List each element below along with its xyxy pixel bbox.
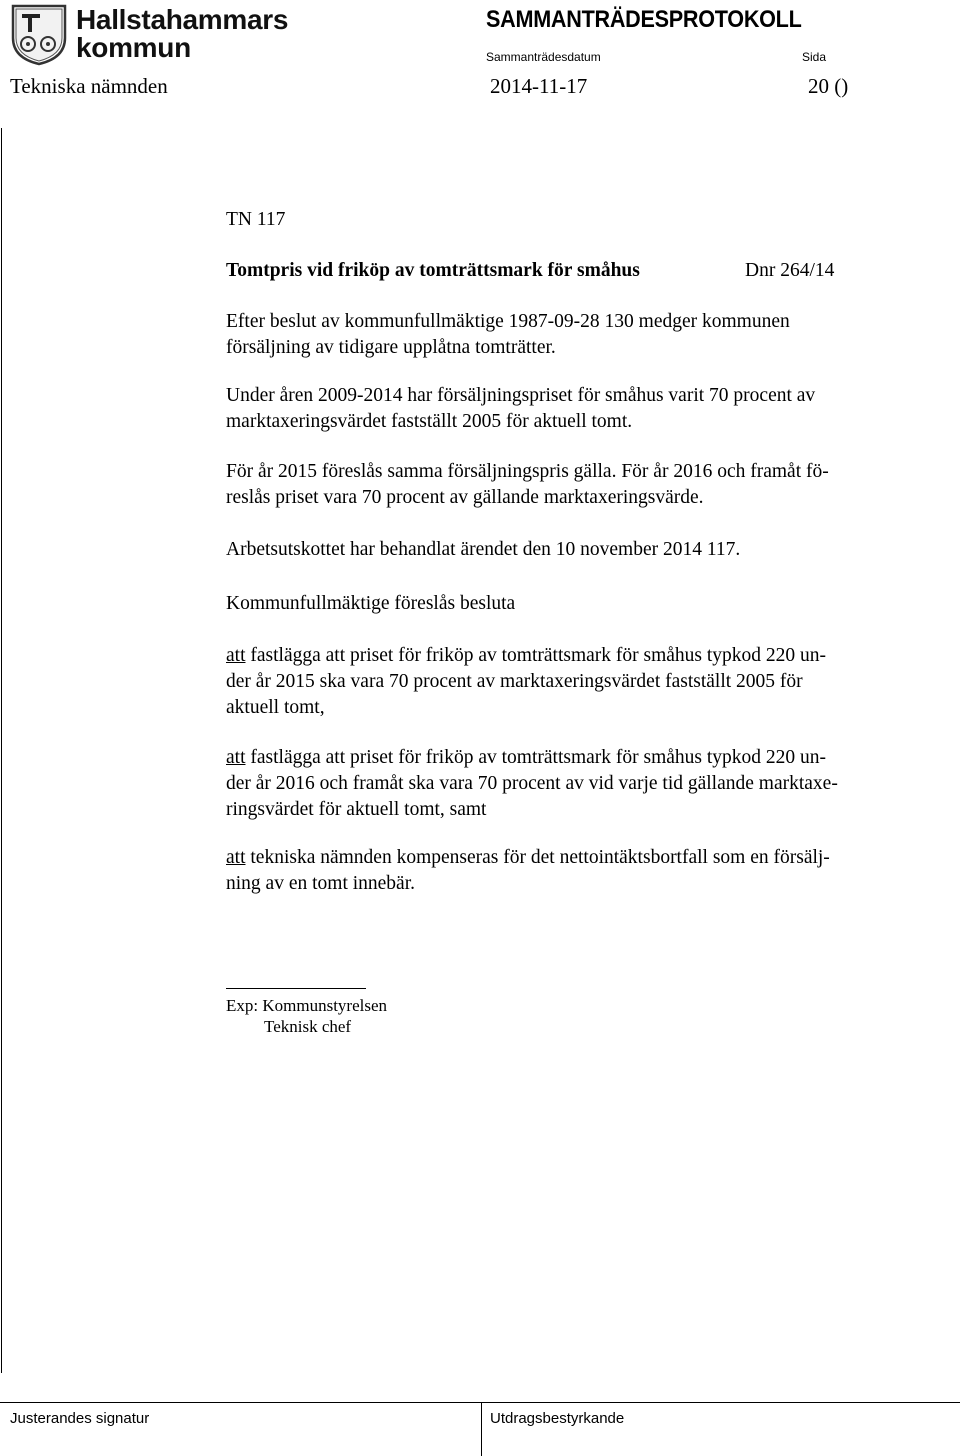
committee-name: Tekniska nämnden (10, 74, 168, 98)
decision-3-line-1 (226, 845, 830, 871)
expedition-rule (226, 988, 366, 989)
att-keyword: att (226, 747, 246, 768)
decision-1-line-1 (226, 643, 826, 669)
footer-divider (481, 1402, 482, 1456)
decision-1-text: fastlägga att priset för friköp av tomträttsmark för småhus typkod 220 un- (245, 645, 827, 666)
coat-of-arms-icon (10, 4, 68, 66)
decision-1-line-2: der år 2015 ska vara 70 procent av marktaxeringsvärdet fastställt 2005 för (226, 671, 803, 692)
att-keyword: att (226, 645, 246, 666)
proposal-heading: Kommunfullmäktige föreslås besluta (226, 593, 516, 614)
date-label: Sammanträdesdatum (486, 50, 601, 64)
logo-text-line1: Hallstahammars (76, 4, 289, 35)
paragraph-3-line-1: För år 2015 föreslås samma försäljningspris gälla. För år 2016 och framåt fö- (226, 461, 829, 482)
footer-rule (0, 1402, 960, 1403)
decision-2-text: fastlägga att priset för friköp av tomträttsmark för småhus typkod 220 un- (245, 747, 827, 768)
paragraph-1-line-1: Efter beslut av kommunfullmäktige 1987-09-28 130 medger kommunen (226, 311, 790, 332)
decision-3-text: tekniska nämnden kompenseras för det nettointäktsbortfall som en försälj- (245, 847, 830, 868)
paragraph-2-line-1: Under åren 2009-2014 har försäljningspriset för småhus varit 70 procent av (226, 385, 816, 406)
municipality-logo (10, 4, 289, 66)
expedition-recipient-1: Exp: Kommunstyrelsen (226, 996, 388, 1015)
section-reference: TN 117 (226, 209, 286, 230)
paragraph-3-line-2: reslås priset vara 70 procent av gällande marktaxeringsvärde. (226, 487, 704, 508)
page-label: Sida (802, 50, 827, 64)
case-title: Tomtpris vid friköp av tomträttsmark för småhus (226, 260, 640, 281)
decision-1-line-3: aktuell tomt, (226, 697, 325, 718)
att-keyword: att (226, 847, 246, 868)
page-number: 20 () (808, 74, 849, 98)
paragraph-2-line-2: marktaxeringsvärdet fastställt 2005 för aktuell tomt. (226, 411, 633, 432)
decision-2-line-3: ringsvärdet för aktuell tomt, samt (226, 799, 487, 820)
margin-rule (1, 128, 2, 1373)
paragraph-4: Arbetsutskottet har behandlat ärendet den 10 november 2014 117. (226, 539, 741, 560)
case-number: Dnr 264/14 (745, 260, 835, 281)
decision-3-line-2: ning av en tomt innebär. (226, 873, 416, 894)
signature-field-label: Justerandes signatur (10, 1410, 150, 1427)
paragraph-1-line-2: försäljning av tidigare upplåtna tomträtter. (226, 337, 556, 358)
expedition-recipient-2: Teknisk chef (264, 1017, 352, 1036)
document-type: SAMMANTRÄDESPROTOKOLL (486, 6, 802, 33)
logo-text-line2: kommun (76, 32, 191, 63)
certification-field-label: Utdragsbestyrkande (490, 1410, 625, 1427)
decision-2-line-1 (226, 745, 826, 771)
meeting-date: 2014-11-17 (490, 74, 588, 98)
decision-2-line-2: der år 2016 och framåt ska vara 70 procent av vid varje tid gällande marktaxe- (226, 773, 838, 794)
